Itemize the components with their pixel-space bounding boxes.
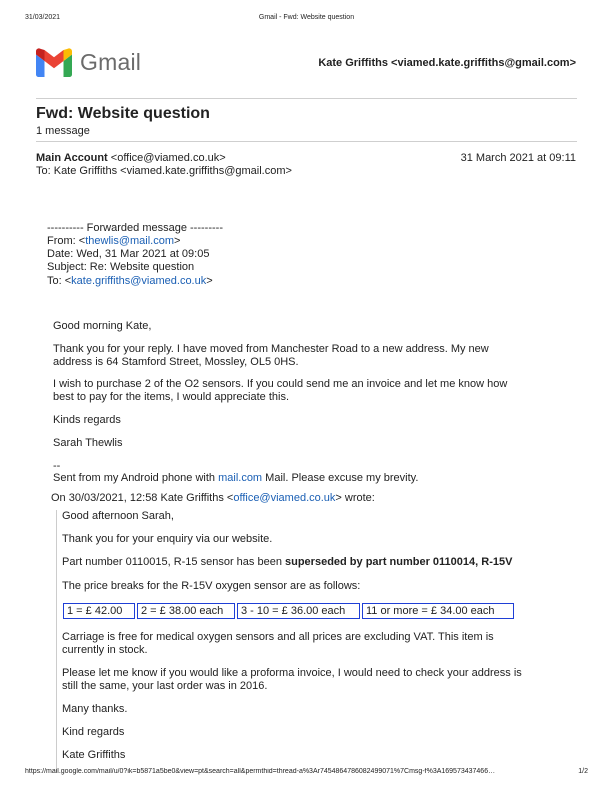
sender-email: <office@viamed.co.uk>: [107, 152, 226, 164]
page-number: 1/2: [578, 768, 588, 775]
mail-com-link[interactable]: mail.com: [218, 472, 263, 484]
subject-divider: [36, 141, 577, 142]
table-row: [63, 603, 514, 619]
signature-separator: --: [53, 460, 61, 472]
gmail-wordmark: Gmail: [80, 49, 142, 75]
print-date: 31/03/2021: [25, 14, 61, 21]
price-cell: 1 = £ 42.00: [63, 603, 135, 619]
quoted-thanks: Thank you for your enquiry via our website.: [62, 533, 273, 545]
gmail-envelope-icon: [36, 48, 72, 77]
reply-paragraph-1-line-2: address is 64 Stamford Street, Mossley, OL5 0HS.: [53, 356, 299, 368]
proforma-line-1: Please let me know if you would like a proforma invoice, I would need to check your address is: [62, 667, 522, 679]
quoted-regards: Kind regards: [62, 726, 125, 738]
gmail-logo: [36, 48, 72, 82]
superseded-part: superseded by part number 0110014, R-15V: [285, 556, 513, 568]
reply-paragraph-1-line-1: Thank you for your reply. I have moved from Manchester Road to a new address. My new: [53, 343, 489, 355]
to-email-link[interactable]: kate.griffiths@viamed.co.uk: [71, 275, 207, 287]
reply-paragraph-2-line-1: I wish to purchase 2 of the O2 sensors. If you could send me an invoice and let me know how: [53, 378, 508, 390]
forwarded-from: From: <thewlis@mail.com>: [47, 235, 181, 247]
quote-email-link[interactable]: office@viamed.co.uk: [233, 492, 336, 504]
quoted-many-thanks: Many thanks.: [62, 703, 128, 715]
quote-attribution: On 30/03/2021, 12:58 Kate Griffiths <office@viamed.co.uk> wrote:: [51, 492, 375, 504]
reply-signature-name: Sarah Thewlis: [53, 437, 123, 449]
quoted-greeting: Good afternoon Sarah,: [62, 510, 174, 522]
message-timestamp: 31 March 2021 at 09:11: [460, 152, 576, 164]
forwarded-header: ---------- Forwarded message ---------: [47, 222, 223, 234]
from-email-link[interactable]: thewlis@mail.com: [85, 235, 174, 247]
email-subject: Fwd: Website question: [36, 105, 210, 122]
price-cell: 2 = £ 38.00 each: [137, 603, 235, 619]
print-url: https://mail.google.com/mail/u/0?ik=b5871a5be0&view=pt&search=all&permthid=thread-a%3Ar7454864786082499071%7Cmsg-f%3A169573437466…: [25, 768, 496, 775]
forwarded-subject: Subject: Re: Website question: [47, 261, 195, 273]
price-table: [61, 603, 516, 619]
forwarded-date: Date: Wed, 31 Mar 2021 at 09:05: [47, 248, 210, 260]
quoted-signature-name: Kate Griffiths: [62, 749, 126, 761]
quoted-part-note: Part number 0110015, R-15 sensor has been superseded by part number 0110014, R-15V: [62, 556, 513, 568]
reply-paragraph-2-line-2: best to pay for the items, I would appreciate this.: [53, 391, 290, 403]
reply-greeting: Good morning Kate,: [53, 320, 152, 332]
carriage-line-1: Carriage is free for medical oxygen sensors and all prices are excluding VAT. This item is: [62, 631, 494, 643]
price-cell: 11 or more = £ 34.00 each: [362, 603, 514, 619]
quote-bar: [56, 510, 57, 772]
forwarded-to: To: <kate.griffiths@viamed.co.uk>: [47, 275, 213, 287]
header-divider: [36, 98, 577, 99]
proforma-line-2: still the same, your last order was in 2016.: [62, 680, 268, 692]
message-count: 1 message: [36, 125, 90, 137]
carriage-line-2: currently in stock.: [62, 644, 148, 656]
reply-signoff: Kinds regards: [53, 414, 121, 426]
sender-name: Main Account: [36, 152, 108, 164]
quoted-price-intro: The price breaks for the R-15V oxygen sensor are as follows:: [62, 580, 361, 592]
mobile-signature: Sent from my Android phone with mail.com Mail. Please excuse my brevity.: [53, 472, 419, 484]
print-title: Gmail - Fwd: Website question: [258, 14, 355, 21]
sender-line: [36, 152, 226, 166]
recipient-line: To: Kate Griffiths <viamed.kate.griffiths@gmail.com>: [36, 165, 292, 177]
account-label: Kate Griffiths <viamed.kate.griffiths@gmail.com>: [318, 57, 576, 69]
price-cell: 3 - 10 = £ 36.00 each: [237, 603, 360, 619]
